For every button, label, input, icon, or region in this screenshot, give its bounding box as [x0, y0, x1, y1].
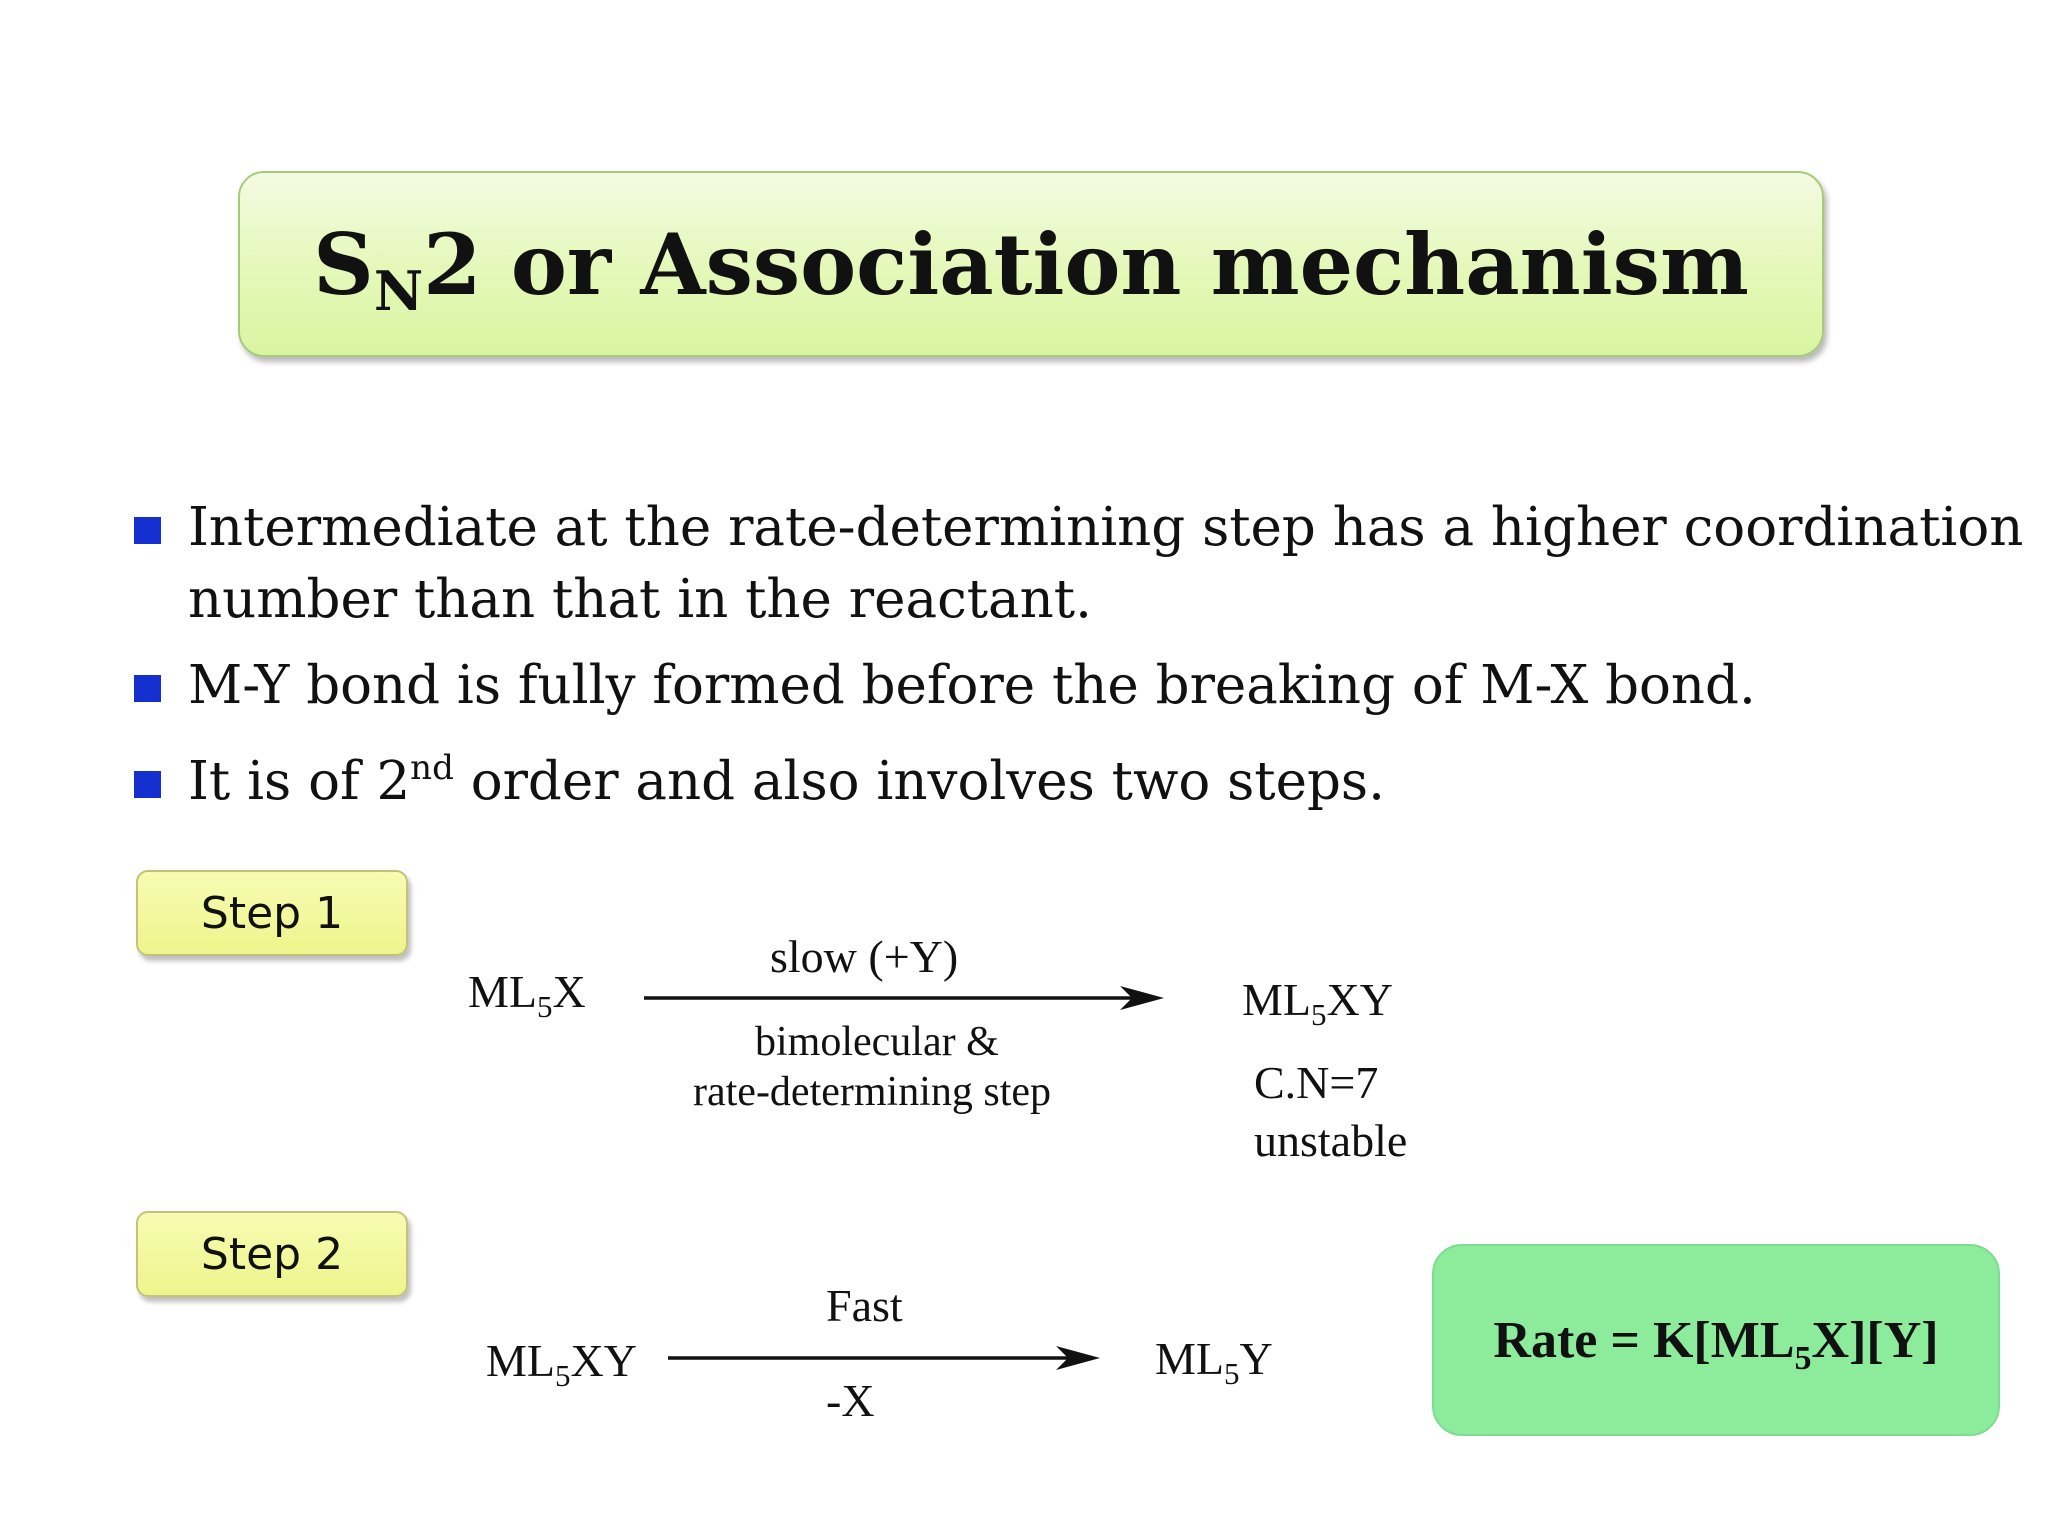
- title-banner: [238, 171, 1824, 357]
- reaction-1-product: $ML_5XY$: [1242, 974, 1393, 1032]
- reaction-2-product: $ML_5Y$: [1155, 1333, 1273, 1391]
- coordination-number-note: C.N=7: [1254, 1057, 1379, 1108]
- bullet-1-line-2: number than that in the reactant.: [188, 569, 1092, 630]
- stability-note: unstable: [1254, 1115, 1408, 1166]
- square-bullet-icon: [134, 517, 161, 544]
- bullet-2-text: M-Y bond is fully formed before the breaking of M-X bond.: [188, 655, 1756, 716]
- bullet-3-superscript: nd: [410, 748, 454, 788]
- reaction-2-condition-above: Fast: [826, 1280, 903, 1331]
- step-2-label: Step 2: [136, 1211, 408, 1297]
- rate-law: Rate = $K[ML_5X][Y]$: [1493, 1311, 1939, 1377]
- reaction-1-condition-above: slow (+Y): [770, 931, 959, 982]
- square-bullet-icon: [134, 675, 161, 702]
- title-letter: S: [313, 214, 374, 314]
- reaction-2-condition-below: -X: [826, 1375, 875, 1426]
- reaction-1-condition-below-2: rate-determining step: [693, 1069, 1052, 1115]
- bullet-3-before: It is of 2: [188, 751, 411, 812]
- reaction-1-arrow: [644, 984, 1164, 1012]
- bullet-1-line-1: Intermediate at the rate-determining step has a higher coordination: [188, 497, 2024, 558]
- reaction-2-arrow: [668, 1344, 1100, 1372]
- step-1-label: Step 1: [136, 870, 408, 956]
- title-subscript: N: [373, 258, 424, 323]
- reaction-1-condition-below-1: bimolecular &: [755, 1019, 999, 1065]
- rate-law-box: [1432, 1244, 2000, 1436]
- square-bullet-icon: [134, 771, 161, 798]
- title-rest: 2 or Association mechanism: [423, 214, 1749, 314]
- reaction-1-reactant: $ML_5X$: [468, 966, 586, 1024]
- reaction-2-reactant: $ML_5XY$: [486, 1335, 637, 1393]
- bullet-3-text: [188, 746, 1385, 818]
- slide-title: [313, 214, 1749, 323]
- bullet-3-after: order and also involves two steps.: [453, 751, 1385, 812]
